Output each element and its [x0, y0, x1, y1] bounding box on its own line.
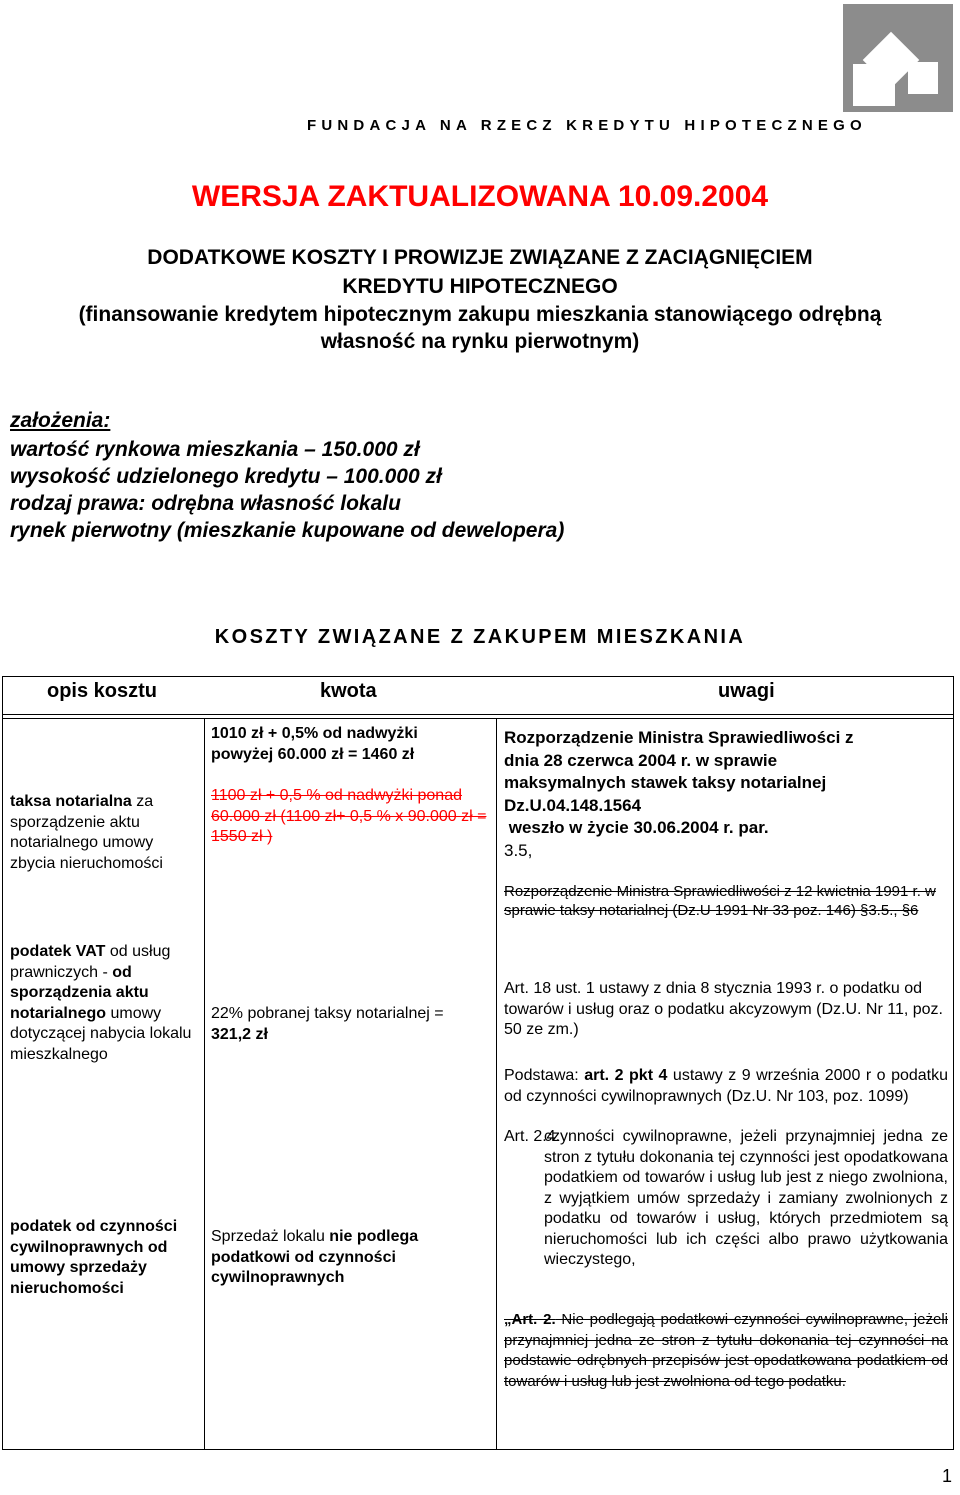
- header-divider: [2, 714, 954, 715]
- page-number: 1: [942, 1466, 953, 1486]
- row1-amount-old: 1100 zł + 0,5 % od nadwyżki ponad 60.000 zł (1100 zł+ 0,5 % x 90.000 zł = 1550 zł ): [211, 787, 487, 845]
- row3-art-text: czynności cywilnoprawne, jeżeli przynajmniej jedna ze stron z tytułu dokonania tej czynności jest opodatkowana podatkiem od towarów i usług lub jest z niego zwolniona, z wyjątkiem umów sprzedaży i zamiany zwolnionych z podatku od towarów i usług, których przedmiotem są nieruchomości lub ich części albo prawo użytkowania wieczystego,: [544, 1128, 948, 1268]
- row2-note: Art. 18 ust. 1 ustawy z dnia 8 stycznia 1993 r. o podatku od towarów i usług oraz o podatku akcyzowym (Dz.U. Nr 11, poz. 50 ze zm.): [504, 980, 943, 1038]
- row1-note-old: Rozporządzenie Ministra Sprawiedliwości z 12 kwietnia 1991 r. w sprawie taksy notarialnej (Dz.U 1991 Nr 33 poz. 146) §3.5., §6: [504, 883, 936, 919]
- title-line-3: (finansowanie kredytem hipotecznym zakupu mieszkania stanowiącego odrębną: [78, 303, 882, 326]
- version-heading: WERSJA ZAKTUALIZOWANA 10.09.2004: [191, 180, 769, 213]
- row3-amount: Sprzedaż lokalu nie podlega podatkowi od czynności cywilnoprawnych: [211, 1228, 419, 1286]
- section-title: KOSZTY ZWIĄZANE Z ZAKUPEM MIESZKANIA: [214, 626, 746, 648]
- row3-art-label: Art. 2.4.: [504, 1128, 561, 1145]
- row1-description: taksa notarialna za sporządzenie aktu notarialnego umowy zbycia nieruchomości: [10, 793, 163, 872]
- foundation-logo: [843, 4, 953, 112]
- row3-note-basis: Podstawa: art. 2 pkt 4 ustawy z 9 września 2000 r o podatku od czynności cywilnoprawnych (Dz.U. Nr 103, poz. 1099): [504, 1067, 949, 1105]
- column-divider: [204, 718, 205, 1449]
- column-divider: [496, 718, 497, 1449]
- row1-note-current: Rozporządzenie Ministra Sprawiedliwości z dnia 28 czerwca 2004 r. w sprawie maksymalnych stawek taksy notarialnej Dz.U.04.148.1564 weszło w życie 30.06.2004 r. par. 3.5,: [504, 728, 854, 860]
- column-header-desc: opis kosztu: [47, 680, 158, 702]
- title-line-2: KREDYTU HIPOTECZNEGO: [342, 275, 618, 298]
- assumptions-heading: założenia:: [10, 409, 111, 432]
- title-line-1: DODATKOWE KOSZTY I PROWIZJE ZWIĄZANE Z ZACIĄGNIĘCIEM: [147, 246, 813, 269]
- header-divider: [2, 718, 954, 719]
- assumption-item: rynek pierwotny (mieszkanie kupowane od dewelopera): [10, 519, 565, 542]
- assumption-item: wartość rynkowa mieszkania – 150.000 zł: [10, 438, 420, 461]
- row3-description: podatek od czynności cywilnoprawnych od umowy sprzedaży nieruchomości: [10, 1218, 178, 1297]
- row3-note-old: „Art. 2. Nie podlegają podatkowi czynności cywilnoprawne, jeżeli przynajmniej jedna ze stron z tytułu dokonania tej czynności na podstawie odrębnych przepisów jest opodatkowana podatkiem od towarów i usług lub jest zwolniona od tego podatku.: [504, 1311, 948, 1390]
- assumption-item: rodzaj prawa: odrębna własność lokalu: [10, 492, 401, 515]
- row1-amount-current: 1010 zł + 0,5% od nadwyżki powyżej 60.000 zł = 1460 zł: [211, 725, 418, 763]
- row2-amount: 22% pobranej taksy notarialnej = 321,2 zł: [211, 1005, 444, 1043]
- foundation-name: FUNDACJA NA RZECZ KREDYTU HIPOTECZNEGO: [307, 117, 867, 134]
- column-header-notes: uwagi: [718, 680, 775, 702]
- row2-description: podatek VAT od usług prawniczych - od sporządzenia aktu notarialnego umowy dotyczącej nabycia lokalu mieszkalnego: [10, 943, 192, 1063]
- assumption-item: wysokość udzielonego kredytu – 100.000 zł: [10, 465, 442, 488]
- column-header-amount: kwota: [320, 680, 377, 702]
- title-line-4: własność na rynku pierwotnym): [320, 330, 640, 353]
